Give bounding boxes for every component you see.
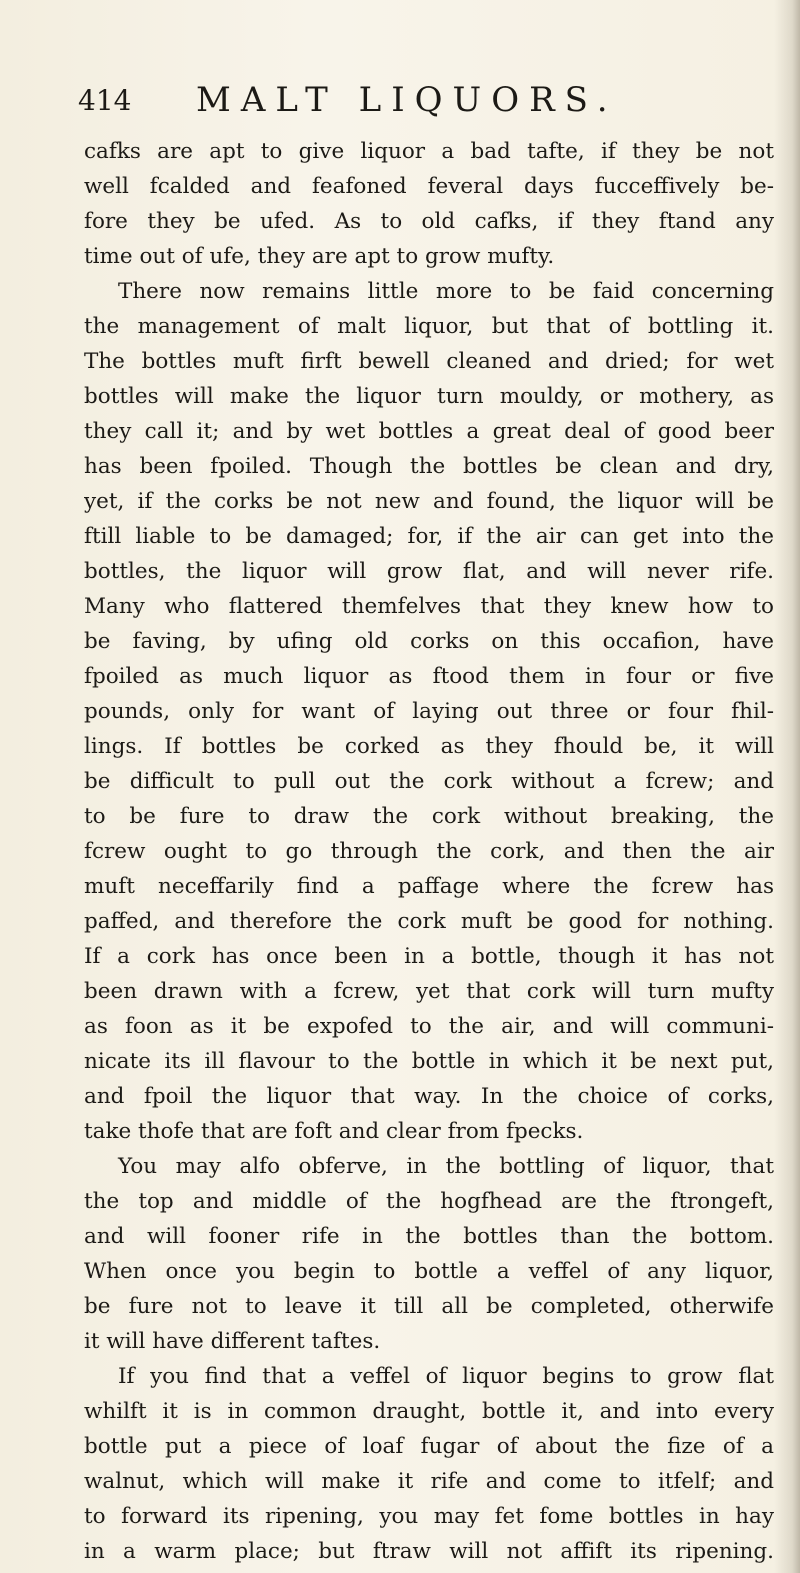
text-line: time out of ufe, they are apt to grow mufty. [84, 244, 555, 269]
body-text [84, 134, 774, 1569]
text-line: be difficult to pull out the cork without a fcrew; and [84, 769, 774, 794]
text-line: be fure not to leave it till all be completed, otherwife [84, 1294, 774, 1319]
text-line: If you find that a veffel of liquor begins to grow flat [118, 1364, 774, 1389]
text-line: You may alfo obferve, in the bottling of liquor, that [118, 1154, 774, 1179]
text-line: There now remains little more to be faid concerning [118, 279, 774, 304]
text-line: bottles will make the liquor turn mouldy, or mothery, as [84, 384, 774, 409]
text-line: and will fooner rife in the bottles than the bottom. [84, 1224, 774, 1249]
running-title: MALT LIQUORS. [196, 80, 618, 120]
page-edge-shadow [774, 0, 800, 1573]
text-line: take thofe that are foft and clear from fpecks. [84, 1119, 584, 1144]
page-number: 414 [78, 84, 132, 117]
text-line: the top and middle of the hogfhead are the ftrongeft, [84, 1189, 774, 1214]
page-header [78, 78, 778, 124]
text-line: been drawn with a fcrew, yet that cork will turn mufty [84, 979, 774, 1004]
text-line: Many who flattered themfelves that they knew how to [84, 594, 774, 619]
text-line: pounds, only for want of laying out three or four fhil- [84, 699, 774, 724]
text-line: paffed, and therefore the cork muft be good for nothing. [84, 909, 774, 934]
text-line: well fcalded and feafoned feveral days fucceffively be- [84, 174, 774, 199]
text-line: bottles, the liquor will grow flat, and will never rife. [84, 559, 774, 584]
text-line: be faving, by ufing old corks on this occafion, have [84, 629, 774, 654]
text-line: whilft it is in common draught, bottle it, and into every [84, 1399, 774, 1424]
text-line: fore they be ufed. As to old cafks, if they ftand any [84, 209, 774, 234]
text-line: fcrew ought to go through the cork, and then the air [84, 839, 774, 864]
text-line: ftill liable to be damaged; for, if the air can get into the [84, 524, 774, 549]
text-line: yet, if the corks be not new and found, the liquor will be [84, 489, 774, 514]
text-line: to forward its ripening, you may fet fome bottles in hay [84, 1504, 774, 1529]
text-line: the management of malt liquor, but that of bottling it. [84, 314, 774, 339]
text-line: in a warm place; but ftraw will not affift its ripening. [84, 1539, 774, 1564]
text-line: as foon as it be expofed to the air, and will communi- [84, 1014, 774, 1039]
text-line: has been fpoiled. Though the bottles be clean and dry, [84, 454, 774, 479]
text-line: cafks are apt to give liquor a bad tafte, if they be not [84, 139, 774, 164]
text-line: to be fure to draw the cork without breaking, the [84, 804, 774, 829]
text-line: muft neceffarily find a paffage where the fcrew has [84, 874, 774, 899]
text-line: When once you begin to bottle a veffel of any liquor, [84, 1259, 774, 1284]
text-line: it will have different taftes. [84, 1329, 381, 1354]
text-line: lings. If bottles be corked as they fhould be, it will [84, 734, 774, 759]
text-line: The bottles muft firft bewell cleaned and dried; for wet [84, 349, 774, 374]
text-line: If a cork has once been in a bottle, though it has not [84, 944, 774, 969]
text-line: and fpoil the liquor that way. In the choice of corks, [84, 1084, 774, 1109]
text-line: walnut, which will make it rife and come to itfelf; and [84, 1469, 774, 1494]
text-line: fpoiled as much liquor as ftood them in four or five [84, 664, 774, 689]
text-line: nicate its ill flavour to the bottle in which it be next put, [84, 1049, 774, 1074]
text-line: bottle put a piece of loaf fugar of about the fize of a [84, 1434, 774, 1459]
text-line: they call it; and by wet bottles a great deal of good beer [84, 419, 774, 444]
